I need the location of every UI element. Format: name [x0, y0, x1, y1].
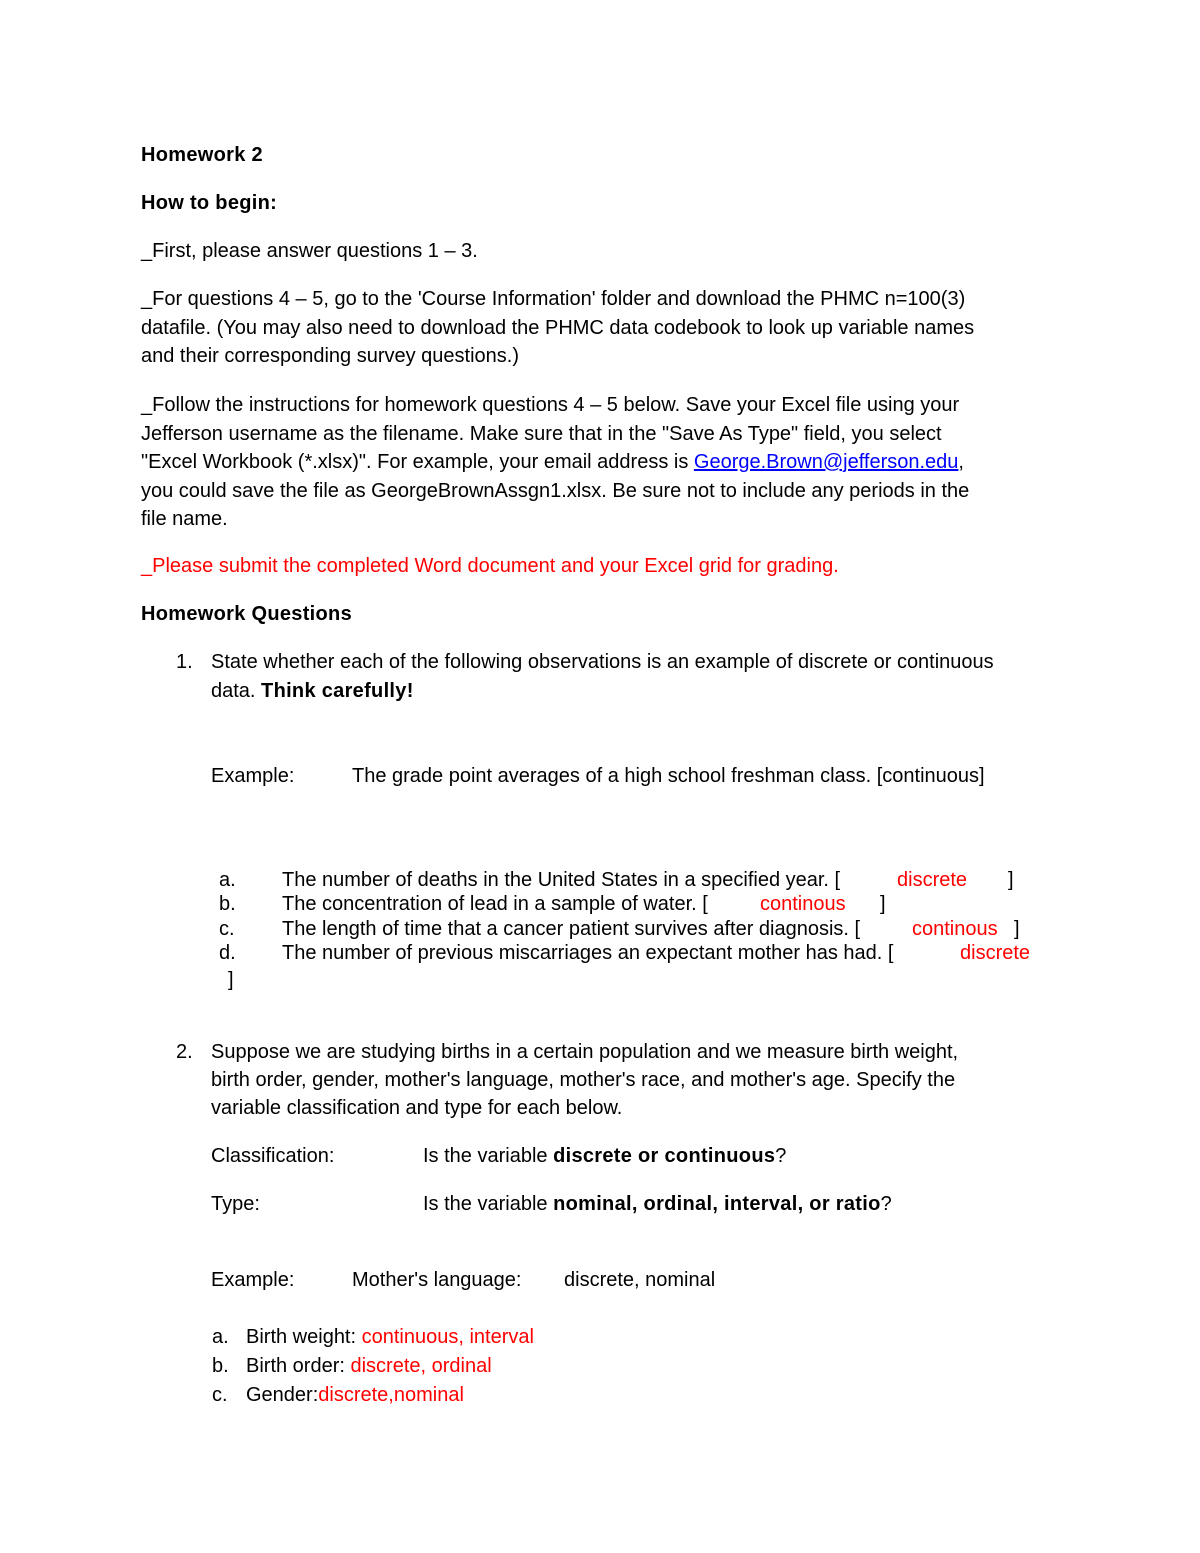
type-text: Is the variable [423, 1193, 554, 1215]
question-2-item-answer[interactable]: discrete, ordinal [350, 1355, 492, 1377]
question-1-text [211, 677, 414, 706]
email-link[interactable]: George.Brown@jefferson.edu [693, 451, 959, 473]
question-1-example-text: The grade point averages of a high school freshman class. [continuous] [352, 765, 985, 787]
question-1-text: State whether each of the following observations is an example of discrete or continuous [211, 651, 994, 673]
instruction-step-2-line: _For questions 4 – 5, go to the 'Course Information' folder and download the PHMC n=100(3) [141, 288, 966, 310]
question-1-item-text: The number of deaths in the United States in a specified year. [ [282, 869, 841, 891]
question-1-item-bracket: ] [880, 893, 886, 915]
instruction-step-2-line: datafile. (You may also need to download the PHMC data codebook to look up variable names [141, 316, 975, 339]
type-options: nominal, ordinal, interval, or ratio [553, 1193, 881, 1215]
question-2-item-label: Birth order: [246, 1355, 351, 1377]
question-2-item-label: Birth weight: [246, 1326, 362, 1348]
question-2-item-answer[interactable]: discrete,nominal [318, 1384, 464, 1406]
instruction-step-3 [141, 391, 1061, 534]
instruction-text: , [958, 451, 964, 473]
question-1-item-letter: c. [219, 918, 235, 940]
question-1-item-text: The length of time that a cancer patient survives after diagnosis. [ [282, 918, 861, 940]
question-1-example-label: Example: [211, 765, 295, 787]
instruction-text: "Excel Workbook (*.xlsx)". For example, your email address is [141, 451, 694, 473]
question-2-item [246, 1352, 492, 1381]
type-definition [423, 1190, 892, 1219]
question-2-number: 2. [176, 1041, 193, 1063]
question-1-item-letter: a. [219, 869, 236, 891]
classification-options: discrete or continuous [553, 1145, 776, 1167]
question-1-number: 1. [176, 651, 193, 673]
instruction-step-1: _First, please answer questions 1 – 3. [141, 240, 478, 262]
question-2-text: variable classification and type for each below. [211, 1097, 623, 1119]
instruction-step-3-line: Jefferson username as the filename. Make sure that in the "Save As Type" field, you select [141, 422, 942, 445]
question-1-item-answer[interactable]: continous [912, 918, 998, 940]
question-2-example-label: Example: [211, 1269, 295, 1291]
question-1-emphasis: Think carefully! [261, 680, 414, 702]
classification-label: Classification: [211, 1145, 335, 1167]
question-2-text: birth order, gender, mother's language, mother's race, and mother's age. Specify the [211, 1069, 956, 1091]
submit-note: _Please submit the completed Word document and your Excel grid for grading. [141, 555, 839, 577]
question-1-item-bracket: ] [1008, 869, 1014, 891]
question-1-item-bracket: ] [228, 969, 234, 991]
question-1-item-bracket: ] [1014, 918, 1020, 940]
question-1-item-text: The number of previous miscarriages an expectant mother has had. [ [282, 942, 894, 964]
questions-heading: Homework Questions [141, 603, 352, 625]
question-2-item [246, 1381, 464, 1410]
instruction-step-3-line: _Follow the instructions for homework questions 4 – 5 below. Save your Excel file using your [141, 394, 960, 416]
question-2-item [246, 1323, 534, 1352]
instruction-step-2-line: and their corresponding survey questions.) [141, 345, 519, 367]
question-1-item-answer[interactable]: discrete [960, 942, 1031, 964]
question-2-item-letter: c. [212, 1384, 228, 1406]
instruction-step-3-line: file name. [141, 508, 228, 530]
question-1-item-letter: b. [219, 893, 236, 915]
question-2-example-answer: discrete, nominal [564, 1269, 716, 1291]
question-1-item-text: The concentration of lead in a sample of water. [ [282, 893, 708, 915]
instruction-step-2 [141, 285, 1061, 371]
question-2-item-answer[interactable]: continuous, interval [361, 1326, 534, 1348]
instruction-step-3-line [141, 448, 1061, 477]
type-label: Type: [211, 1193, 260, 1215]
how-to-begin-heading: How to begin: [141, 192, 278, 214]
question-1-text-start: data. [211, 680, 262, 702]
question-2-item-label: Gender: [246, 1384, 319, 1406]
classification-text: Is the variable [423, 1145, 554, 1167]
question-2-example-variable: Mother's language: [352, 1269, 522, 1291]
question-2-text: Suppose we are studying births in a certain population and we measure birth weight, [211, 1041, 959, 1063]
question-2-item-letter: b. [212, 1355, 229, 1377]
instruction-step-3-line: you could save the file as GeorgeBrownAssgn1.xlsx. Be sure not to include any periods in the [141, 479, 970, 502]
question-1-item-answer[interactable]: discrete [897, 869, 968, 891]
question-1-item-letter: d. [219, 942, 236, 964]
question-2-item-letter: a. [212, 1326, 229, 1348]
question-1-item-answer[interactable]: continous [760, 893, 846, 915]
classification-definition [423, 1142, 786, 1171]
classification-text: ? [775, 1145, 787, 1167]
type-text: ? [880, 1193, 892, 1215]
document-title: Homework 2 [141, 144, 263, 166]
